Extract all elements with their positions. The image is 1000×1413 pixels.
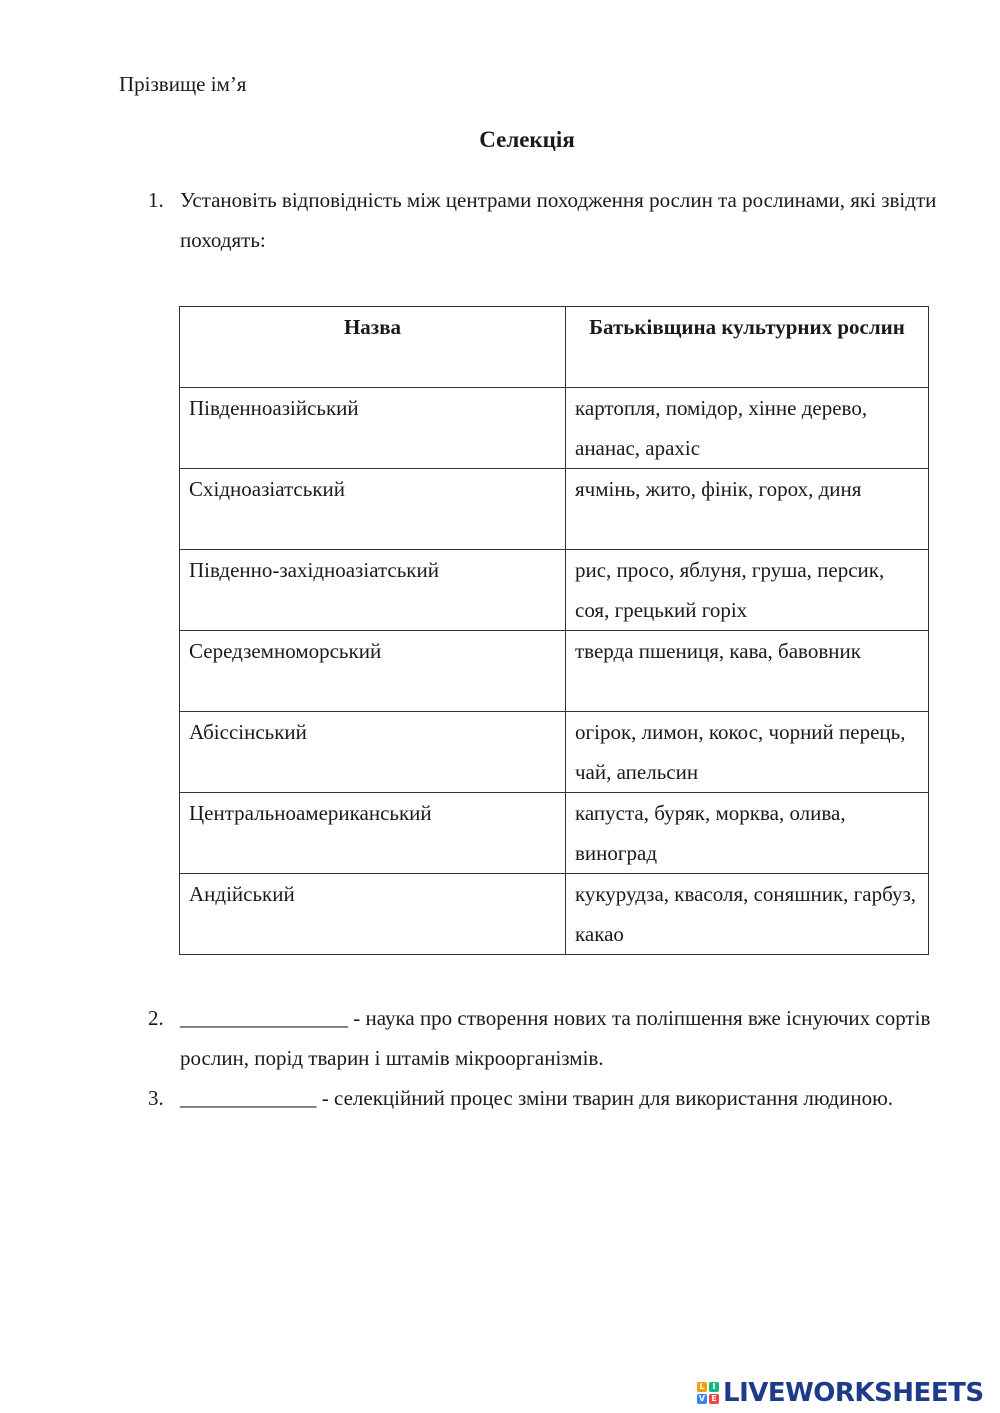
table-row xyxy=(180,712,929,793)
center-name: Східноазіатський xyxy=(180,469,566,550)
table-row xyxy=(180,631,929,712)
origin-centers-table xyxy=(179,306,929,955)
header-name: Назва xyxy=(180,307,566,388)
table-row xyxy=(180,874,929,955)
center-plants: тверда пшениця, кава, бавовник xyxy=(566,631,929,712)
question-3-text: _____________ - селекційний процес зміни тварин для використання людиною. xyxy=(180,1086,894,1110)
liveworksheets-logo-icon xyxy=(697,1382,719,1404)
center-name: Центральноамериканський xyxy=(180,793,566,874)
question-1 xyxy=(148,180,948,260)
watermark-text: LIVEWORKSHEETS xyxy=(723,1378,984,1408)
question-1-number: 1. xyxy=(148,188,164,212)
liveworksheets-watermark xyxy=(697,1378,984,1408)
table-row xyxy=(180,793,929,874)
table-row xyxy=(180,388,929,469)
question-2 xyxy=(148,998,948,1078)
center-plants: ячмінь, жито, фінік, горох, диня xyxy=(566,469,929,550)
page-title: Селекція xyxy=(479,127,575,152)
center-name: Андійський xyxy=(180,874,566,955)
center-plants: капуста, буряк, морква, олива, виноград xyxy=(566,793,929,874)
center-plants: рис, просо, яблуня, груша, персик, соя, грецький горіх xyxy=(566,550,929,631)
logo-tile: I xyxy=(709,1382,719,1392)
logo-tile: V xyxy=(698,1394,706,1403)
name-line: Прізвище ім’я xyxy=(119,72,247,96)
table-row xyxy=(180,550,929,631)
center-plants: огірок, лимон, кокос, чорний перець, чай, апельсин xyxy=(566,712,929,793)
table-header-row xyxy=(180,307,929,388)
center-name: Південноазійський xyxy=(180,388,566,469)
center-name: Середземноморський xyxy=(180,631,566,712)
table-row xyxy=(180,469,929,550)
header-homeland: Батьківщина культурних рослин xyxy=(566,307,929,388)
question-3-number: 3. xyxy=(148,1086,164,1110)
center-plants: кукурудза, квасоля, соняшник, гарбуз, какао xyxy=(566,874,929,955)
logo-tile: E xyxy=(709,1394,719,1404)
center-name: Південно-західноазіатський xyxy=(180,550,566,631)
question-2-number: 2. xyxy=(148,1006,164,1030)
question-2-text: ________________ - наука про створення нових та поліпшення вже існуючих сортів рослин, порід тварин і штамів мікроорганізмів. xyxy=(180,1006,931,1070)
question-3 xyxy=(148,1078,948,1158)
question-1-text: Установіть відповідність між центрами походження рослин та рослинами, які звідти походять: xyxy=(180,188,937,252)
center-plants: картопля, помідор, хінне дерево, ананас, арахіс xyxy=(566,388,929,469)
center-name: Абіссінський xyxy=(180,712,566,793)
logo-tile: L xyxy=(697,1382,707,1392)
